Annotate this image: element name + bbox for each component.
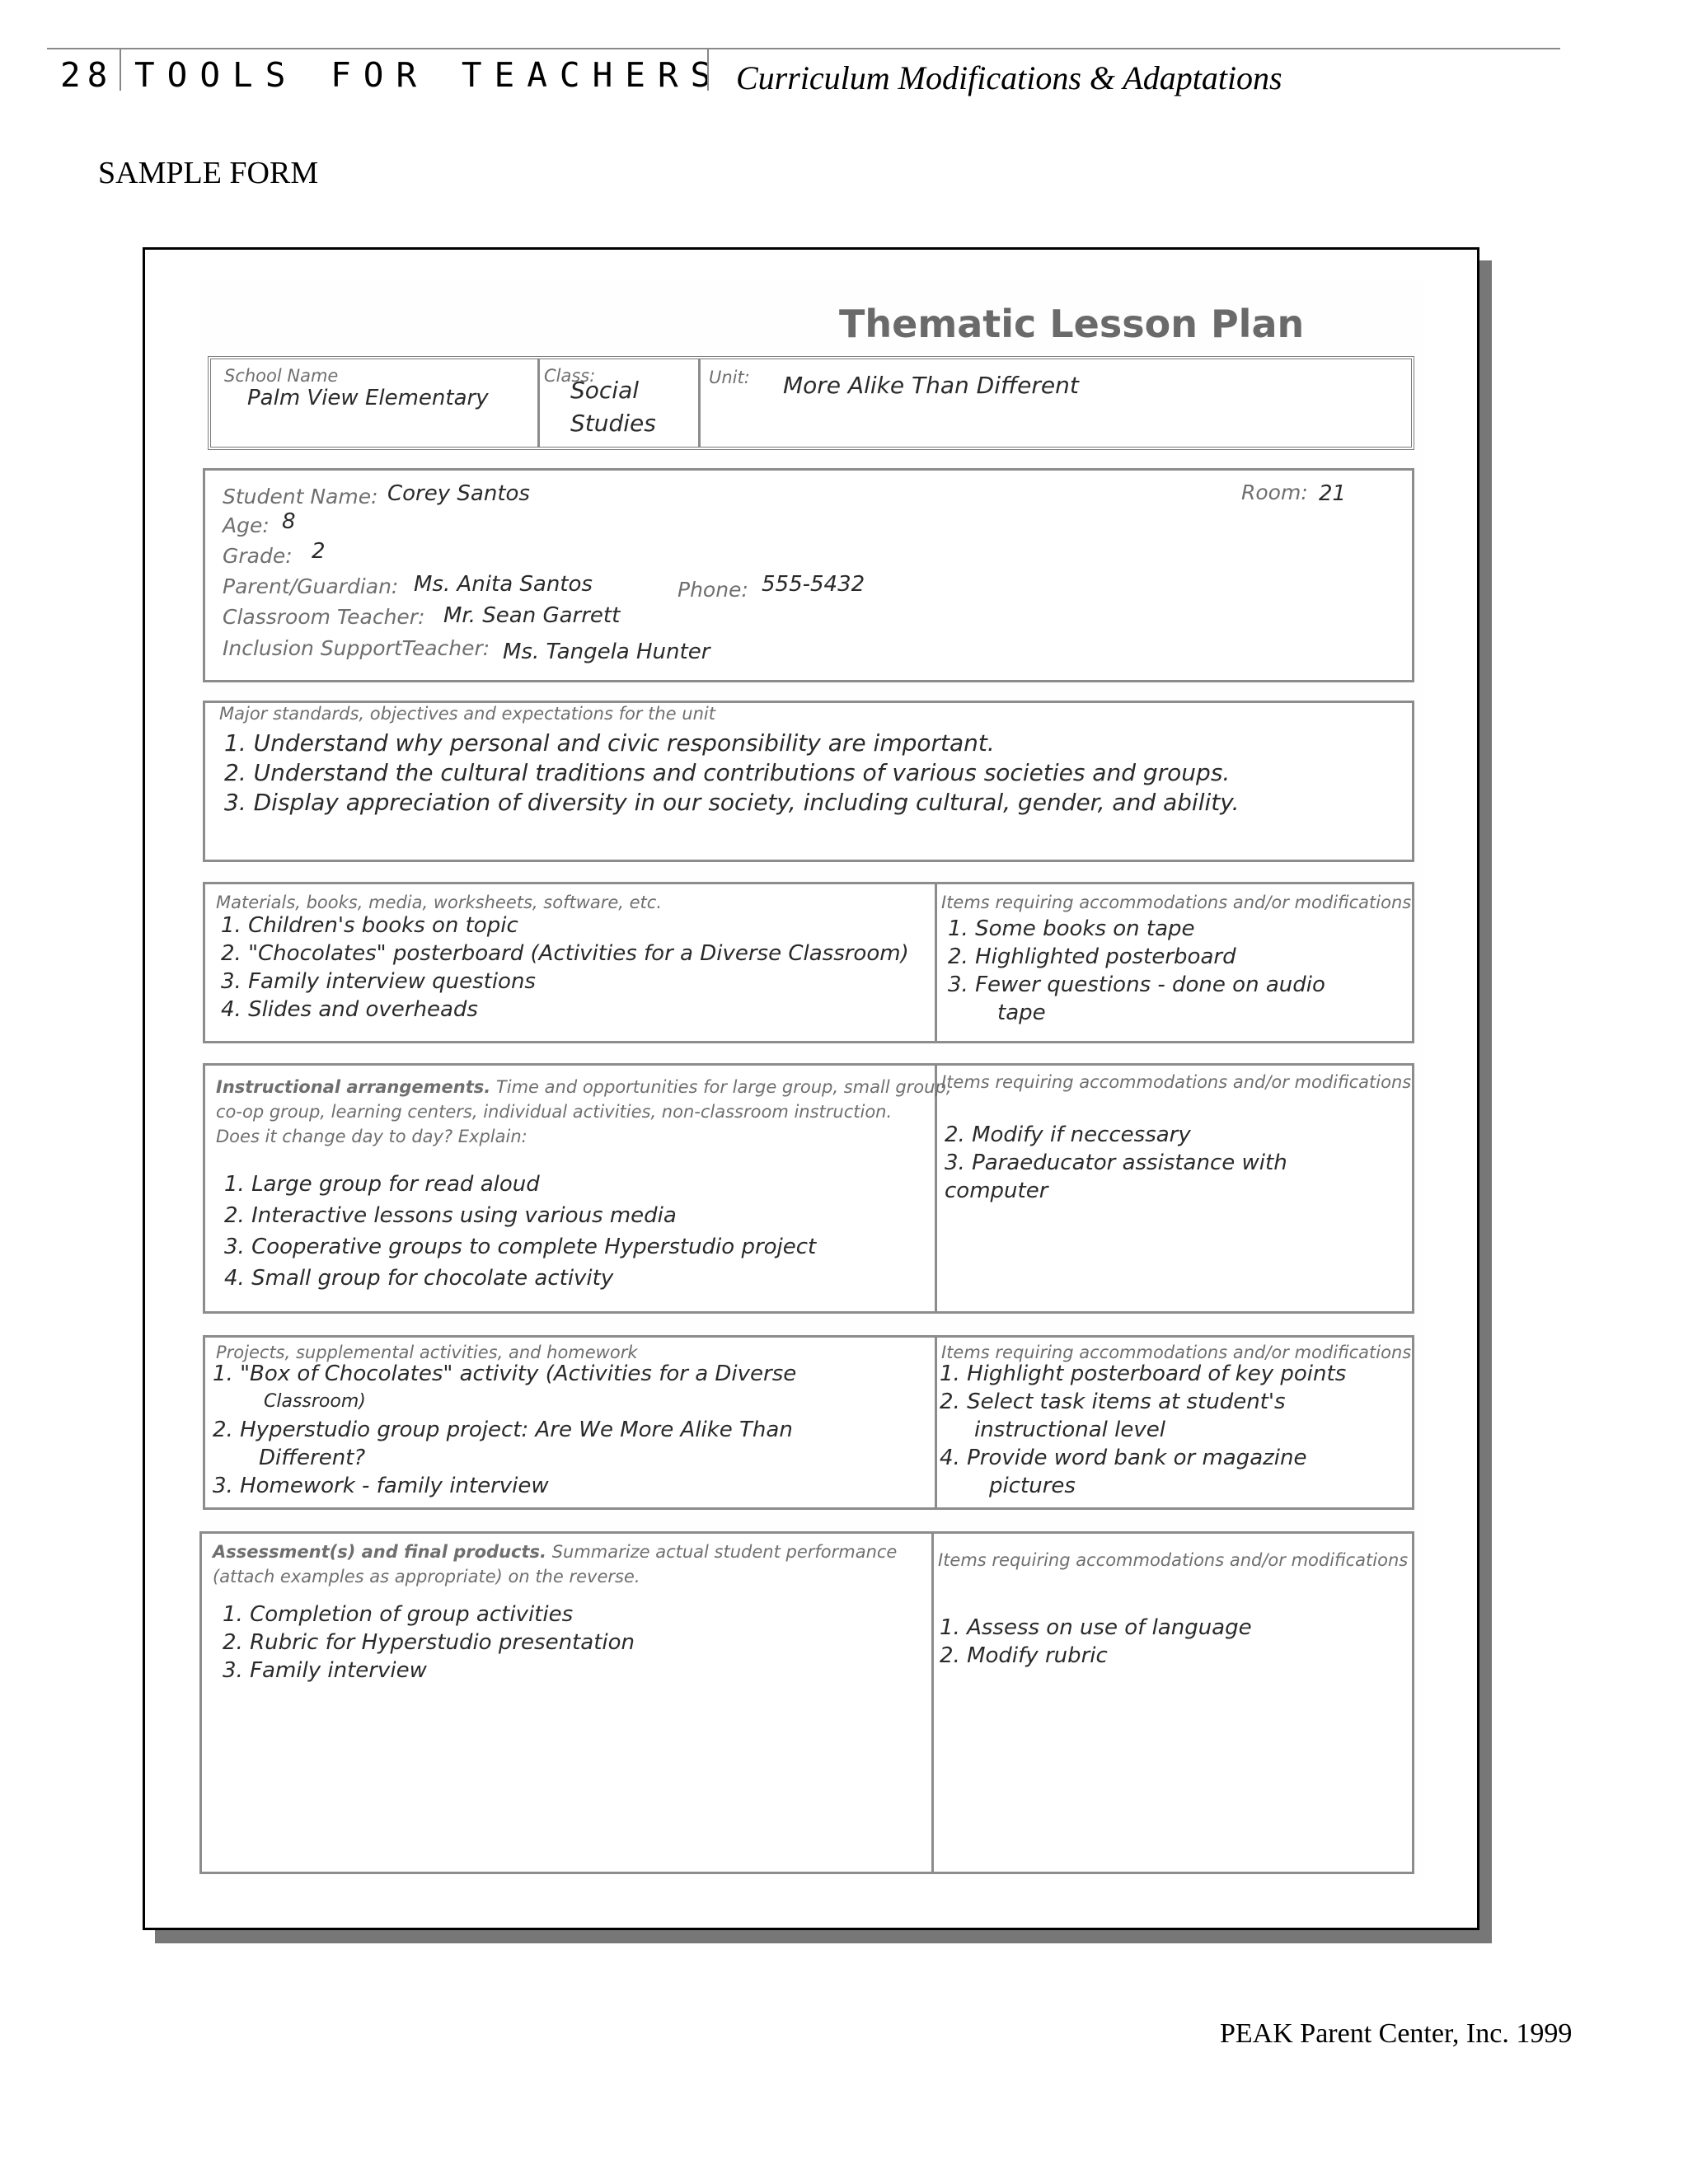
class-value-line2: Studies (570, 410, 656, 437)
list-item: 1. Completion of group activities (223, 1602, 574, 1627)
assessment-accommodations-list (940, 1614, 1252, 1670)
phone-value: 555-5432 (762, 572, 865, 597)
list-item: 2. Rubric for Hyperstudio presentation (223, 1630, 635, 1655)
list-item: 2. Hyperstudio group project: Are We More Alike Than (213, 1418, 793, 1442)
parent-guardian-value: Ms. Anita Santos (414, 572, 593, 597)
list-item: 2. Highlighted posterboard (948, 944, 1236, 969)
list-item: 3. Display appreciation of diversity in our society, including cultural, gender, and ability. (224, 789, 1240, 816)
list-item: tape (997, 1001, 1046, 1025)
divider (931, 1534, 934, 1872)
materials-accommodations-list (948, 915, 1325, 1027)
section-label: SAMPLE FORM (98, 156, 319, 190)
list-item: 2. Select task items at student's (940, 1390, 1286, 1414)
header-divider (120, 49, 121, 91)
instructional-accommodations-list (945, 1121, 1287, 1205)
school-name-label: School Name (224, 366, 339, 386)
parent-guardian-label: Parent/Guardian: (223, 574, 399, 598)
materials-list (221, 912, 909, 1024)
accommodations-label: Items requiring accommodations and/or modifications (941, 893, 1412, 912)
list-item: pictures (989, 1474, 1076, 1498)
list-item: computer (945, 1179, 1048, 1203)
instructional-label-line1 (216, 1076, 951, 1098)
room-value: 21 (1319, 481, 1347, 506)
room-label: Room: (1241, 480, 1308, 504)
assessment-label-line1 (213, 1541, 897, 1563)
header-rule (47, 48, 1560, 49)
divider (935, 884, 937, 1041)
student-name-label: Student Name: (223, 485, 378, 509)
accommodations-label: Items requiring accommodations and/or modifications (941, 1343, 1412, 1362)
chapter-title: Curriculum Modifications & Adaptations (736, 59, 1282, 96)
list-item: 4. Slides and overheads (221, 997, 478, 1022)
list-item: 1. Highlight posterboard of key points (940, 1361, 1347, 1386)
list-item: 3. Family interview (223, 1658, 427, 1683)
unit-value: More Alike Than Different (783, 372, 1079, 399)
unit-label: Unit: (709, 368, 750, 387)
list-item: 1. "Box of Chocolates" activity (Activities for a Diverse (213, 1361, 797, 1386)
phone-label: Phone: (678, 578, 748, 602)
list-item: 3. Cooperative groups to complete Hyperstudio project (224, 1235, 817, 1259)
assessment-label-bold: Assessment(s) and final products. (213, 1542, 546, 1562)
list-item: 2. Understand the cultural traditions and contributions of various societies and groups. (224, 759, 1231, 786)
list-item: instructional level (974, 1418, 1165, 1442)
list-item: 2. "Chocolates" posterboard (Activities for a Diverse Classroom) (221, 941, 909, 966)
assessment-list (223, 1601, 635, 1685)
list-item: 4. Provide word bank or magazine (940, 1446, 1307, 1470)
inclusion-support-teacher-label: Inclusion SupportTeacher: (223, 636, 490, 660)
assessment-label-line2: (attach examples as appropriate) on the reverse. (213, 1567, 640, 1586)
list-item: 3. Fewer questions - done on audio (948, 972, 1325, 997)
instructional-label-bold: Instructional arrangements. (216, 1077, 491, 1097)
projects-accommodations-list (940, 1360, 1346, 1500)
grade-label: Grade: (223, 544, 293, 568)
assessment-label-text: Summarize actual student performance (551, 1542, 898, 1562)
classroom-teacher-value: Mr. Sean Garrett (443, 603, 621, 628)
accommodations-label: Items requiring accommodations and/or modifications (941, 1072, 1412, 1092)
list-item: 1. Understand why personal and civic responsibility are important. (224, 729, 995, 757)
list-item: 1. Large group for read aloud (224, 1172, 540, 1197)
book-title: TOOLS FOR TEACHERS (134, 55, 724, 95)
list-item: 1. Children's books on topic (221, 913, 518, 938)
class-label: Class: (544, 366, 596, 386)
materials-label: Materials, books, media, worksheets, software, etc. (216, 893, 663, 912)
divider (935, 1338, 937, 1507)
list-item: 1. Assess on use of language (940, 1615, 1252, 1640)
form-title: Thematic Lesson Plan (839, 302, 1305, 346)
list-item: 2. Interactive lessons using various media (224, 1203, 677, 1228)
header-divider (707, 49, 709, 91)
list-item: 3. Family interview questions (221, 969, 536, 994)
list-item: 2. Modify rubric (940, 1643, 1108, 1668)
divider (935, 1066, 937, 1311)
page-number: 28 (60, 55, 115, 95)
inclusion-support-teacher-value: Ms. Tangela Hunter (503, 640, 710, 664)
list-item: 2. Modify if neccessary (945, 1122, 1191, 1147)
divider (537, 359, 540, 447)
age-value: 8 (282, 509, 296, 534)
divider (698, 359, 701, 447)
instructional-label-line2: co-op group, learning centers, individual activities, non-classroom instruction. (216, 1102, 893, 1122)
classroom-teacher-label: Classroom Teacher: (223, 605, 425, 629)
school-name-value: Palm View Elementary (247, 386, 489, 410)
grade-value: 2 (312, 539, 326, 564)
list-item: Different? (259, 1446, 366, 1470)
list-item: 3. Paraeducator assistance with (945, 1151, 1287, 1175)
accommodations-label: Items requiring accommodations and/or modifications (938, 1550, 1409, 1570)
footer-credit: PEAK Parent Center, Inc. 1999 (1220, 2018, 1573, 2049)
list-item: 3. Homework - family interview (213, 1474, 549, 1498)
instructional-label-line3: Does it change day to day? Explain: (216, 1127, 528, 1146)
standards-label: Major standards, objectives and expectations for the unit (219, 704, 715, 724)
projects-label: Projects, supplemental activities, and homework (216, 1343, 638, 1362)
class-value-line1: Social (570, 377, 640, 404)
list-item: Classroom) (264, 1391, 366, 1412)
standards-list (224, 729, 1240, 818)
list-item: 4. Small group for chocolate activity (224, 1266, 614, 1291)
projects-list (213, 1360, 796, 1500)
student-name-value: Corey Santos (387, 481, 530, 506)
instructional-list (224, 1169, 816, 1294)
instructional-label-text: Time and opportunities for large group, small group, (495, 1077, 952, 1097)
age-label: Age: (223, 513, 270, 537)
list-item: 1. Some books on tape (948, 916, 1195, 941)
